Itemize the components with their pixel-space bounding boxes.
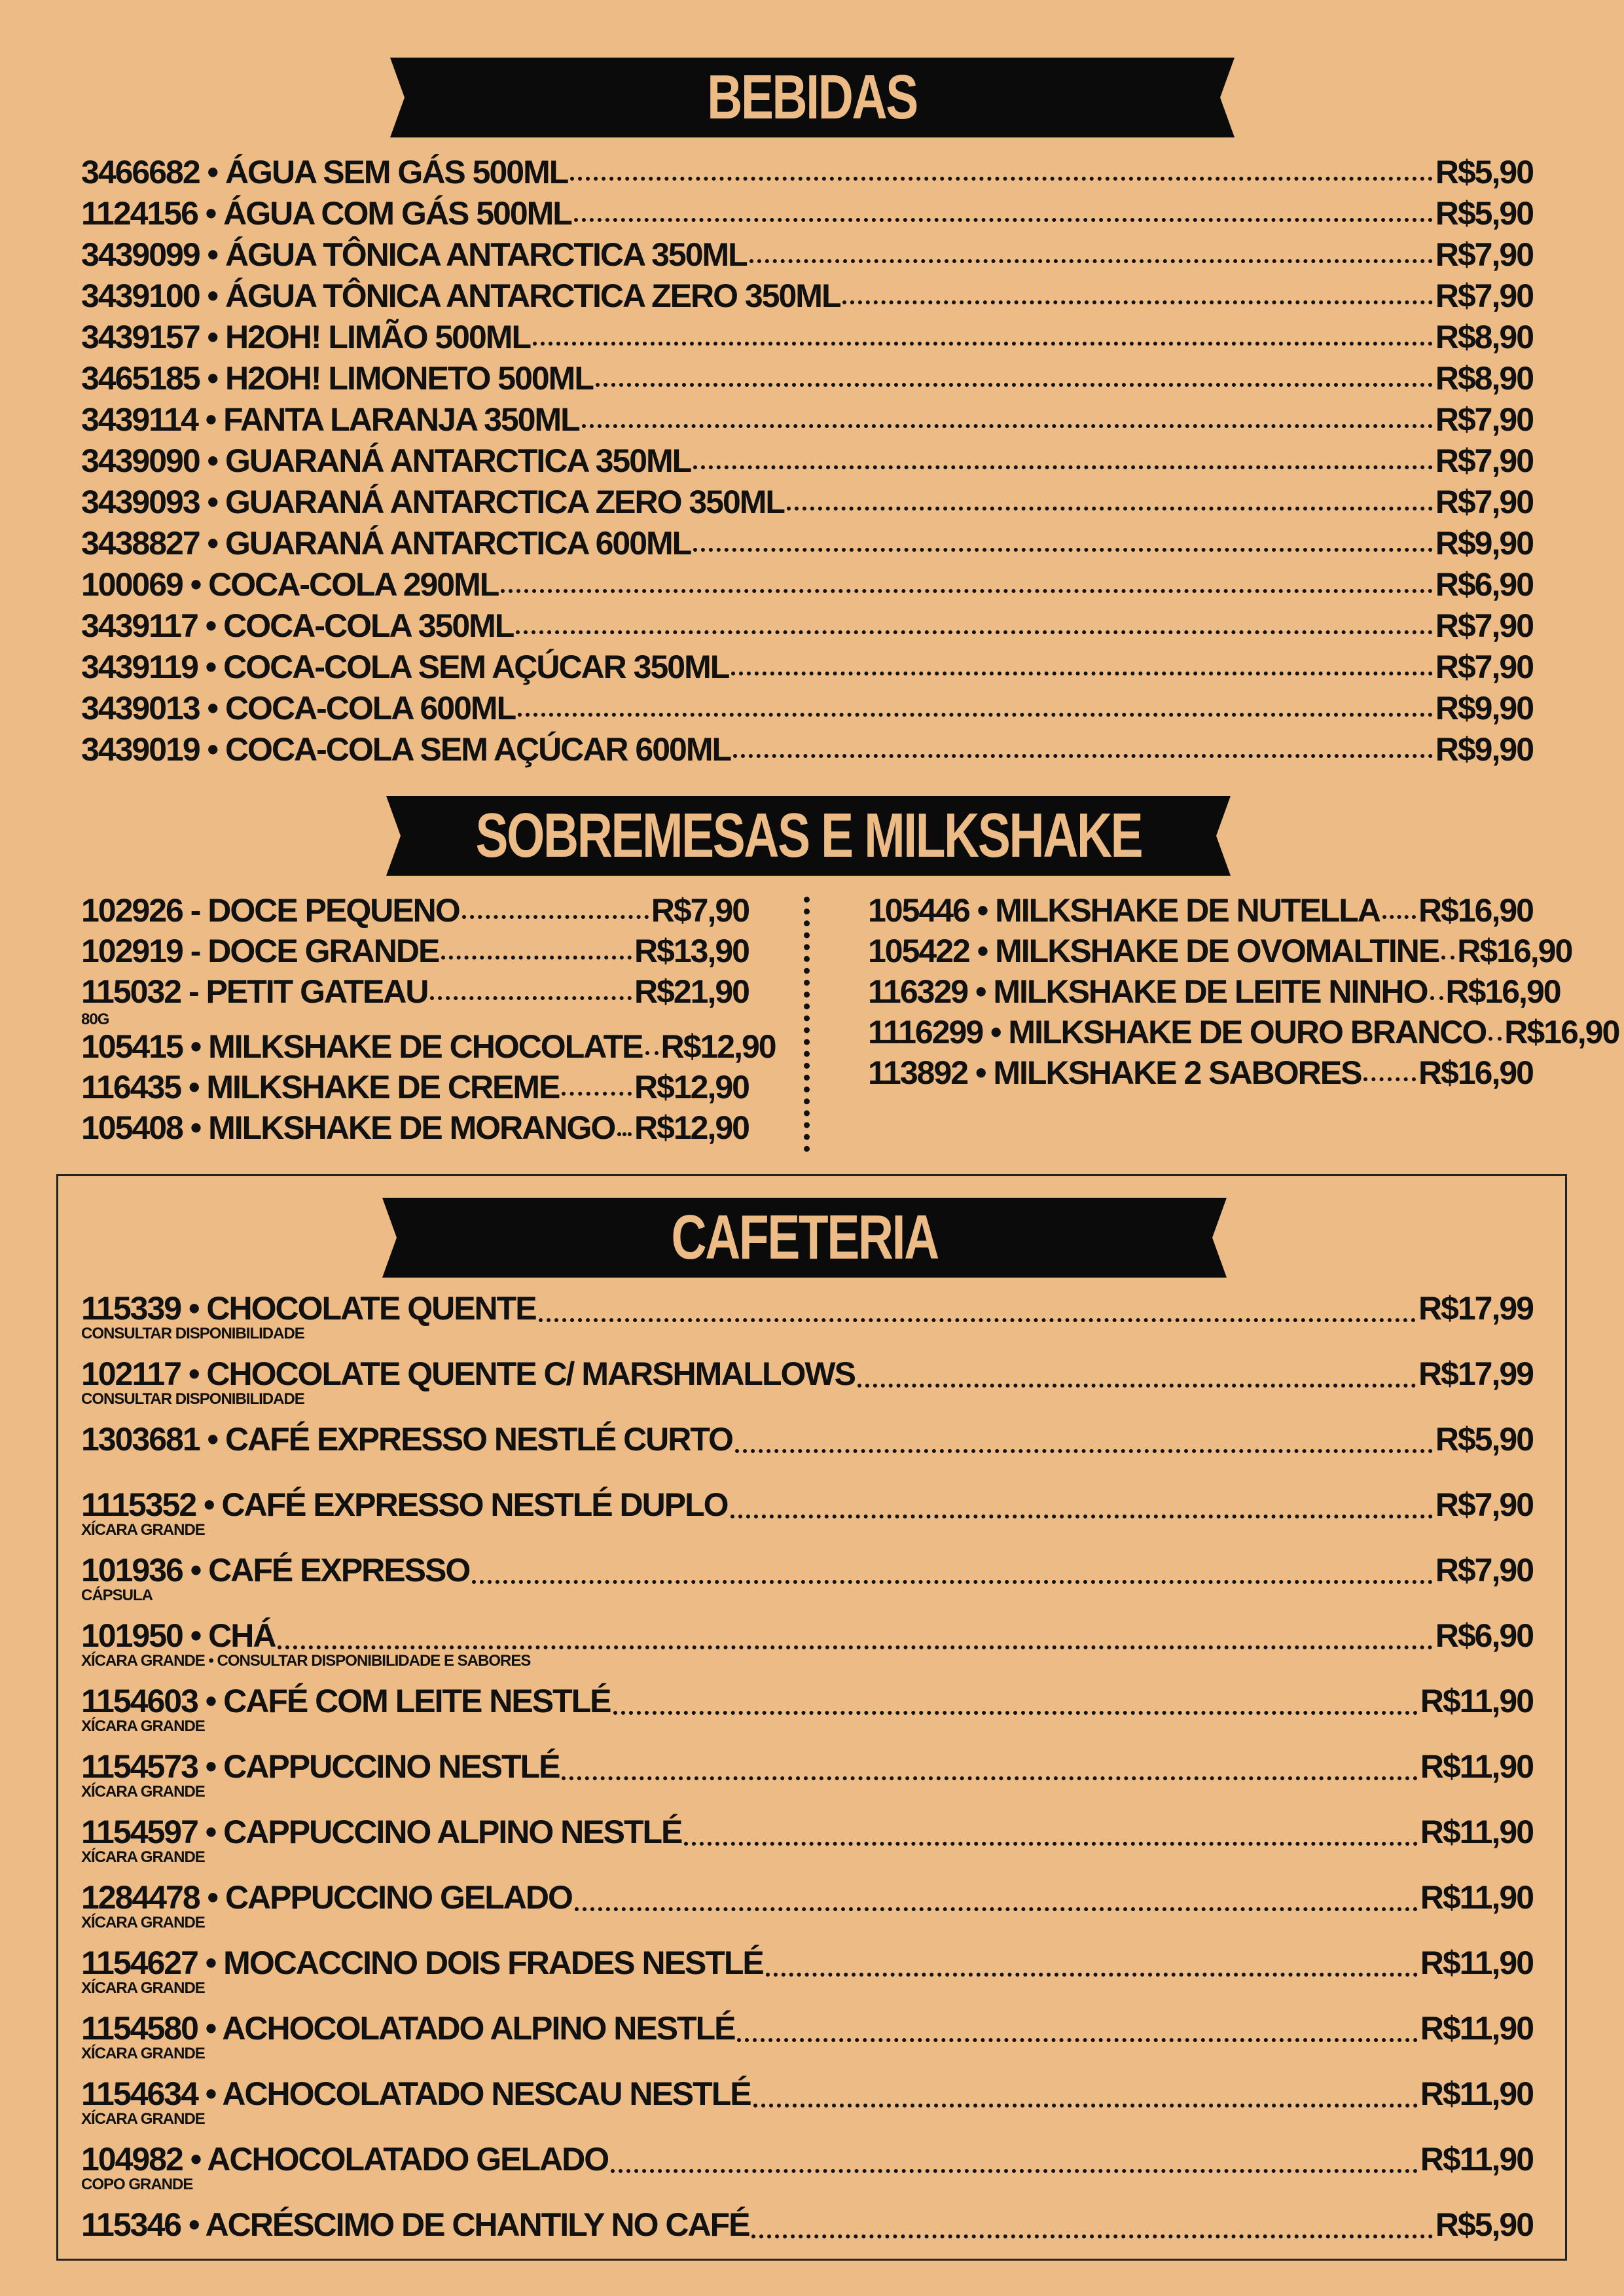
dot-leader xyxy=(751,2234,1432,2238)
item-note: XÍCARA GRANDE xyxy=(81,1914,205,1931)
item-note: CONSULTAR DISPONIBILIDADE xyxy=(81,1390,304,1408)
menu-item xyxy=(868,933,1572,975)
item-name: 3439099 • ÁGUA TÔNICA ANTARCTICA 350ML xyxy=(81,236,747,273)
item-name: 105422 • MILKSHAKE DE OVOMALTINE xyxy=(868,933,1439,969)
menu-item xyxy=(81,527,1533,568)
item-name: 100069 • COCA-COLA 290ML xyxy=(81,566,499,603)
sobremesas-right-list xyxy=(868,892,1619,1097)
dot-leader xyxy=(733,754,1433,758)
item-price: R$7,90 xyxy=(1435,1552,1533,1588)
item-price: R$16,90 xyxy=(1418,1054,1533,1091)
item-name: 1154580 • ACHOCOLATADO ALPINO NESTLÉ xyxy=(81,2010,735,2047)
item-price: R$8,90 xyxy=(1435,360,1533,397)
item-price: R$13,90 xyxy=(634,933,749,969)
menu-item xyxy=(81,1071,749,1111)
dot-leader xyxy=(562,1092,632,1096)
menu-item xyxy=(81,1609,1533,1674)
dot-leader xyxy=(570,177,1432,181)
item-price: R$12,90 xyxy=(660,1028,776,1065)
menu-item xyxy=(81,238,1533,279)
sobremesas-left-list xyxy=(81,892,776,1152)
menu-item xyxy=(81,609,1533,651)
item-price: R$16,90 xyxy=(1418,892,1533,929)
cafeteria-list xyxy=(81,1282,1533,2263)
menu-item xyxy=(81,444,1533,486)
item-name: 3439013 • COCA-COLA 600ML xyxy=(81,690,516,726)
item-name: 102919 - DOCE GRANDE xyxy=(81,933,439,969)
cafeteria-banner xyxy=(382,1198,1227,1278)
menu-item xyxy=(81,651,1533,692)
menu-item xyxy=(81,1674,1533,1740)
item-price: R$12,90 xyxy=(634,1109,749,1146)
item-price: R$11,90 xyxy=(1420,1814,1533,1850)
menu-item xyxy=(81,2001,1533,2067)
item-note: XÍCARA GRANDE xyxy=(81,1979,205,1997)
menu-item xyxy=(81,1412,1533,1478)
dot-leader xyxy=(684,1842,1417,1846)
item-name: 101936 • CAFÉ EXPRESSO xyxy=(81,1552,470,1588)
item-name: 115339 • CHOCOLATE QUENTE xyxy=(81,1290,536,1327)
item-price: R$11,90 xyxy=(1420,2075,1533,2112)
dot-leader xyxy=(472,1580,1433,1584)
dot-leader xyxy=(737,2038,1417,2042)
item-price: R$5,90 xyxy=(1435,2206,1533,2243)
dot-leader xyxy=(731,1515,1433,1518)
item-name: 1303681 • CAFÉ EXPRESSO NESTLÉ CURTO xyxy=(81,1421,732,1458)
item-price: R$7,90 xyxy=(1435,649,1533,685)
menu-item xyxy=(81,279,1533,321)
menu-item xyxy=(81,1740,1533,1805)
sobremesas-banner xyxy=(386,796,1231,876)
bebidas-title: BEBIDAS xyxy=(707,62,918,132)
dot-leader xyxy=(749,259,1433,263)
dot-leader xyxy=(430,996,631,1000)
item-name: 115032 - PETIT GATEAU xyxy=(81,973,428,1010)
item-note: XÍCARA GRANDE xyxy=(81,2045,205,2062)
menu-item xyxy=(81,568,1533,609)
dot-leader xyxy=(539,1318,1416,1322)
item-note: COPO GRANDE xyxy=(81,2176,193,2193)
item-note: XÍCARA GRANDE xyxy=(81,1521,205,1539)
dot-leader xyxy=(693,465,1433,469)
item-note xyxy=(81,1456,1533,1473)
item-name: 3439117 • COCA-COLA 350ML xyxy=(81,607,514,644)
item-note: XÍCARA GRANDE • CONSULTAR DISPONIBILIDADE E SABORES xyxy=(81,1652,531,1670)
item-name: 113892 • MILKSHAKE 2 SABORES xyxy=(868,1054,1362,1091)
dot-leader xyxy=(441,956,632,960)
dot-leader xyxy=(731,672,1432,675)
item-price: R$7,90 xyxy=(1435,442,1533,479)
item-name: 101950 • CHÁ xyxy=(81,1617,276,1654)
menu-item xyxy=(81,1936,1533,2001)
item-price: R$21,90 xyxy=(634,973,749,1010)
dot-leader xyxy=(562,1776,1417,1780)
item-name: 3465185 • H2OH! LIMONETO 500ML xyxy=(81,360,593,397)
dot-leader xyxy=(617,1132,632,1136)
item-price: R$11,90 xyxy=(1420,1748,1533,1785)
menu-item xyxy=(81,2132,1533,2198)
dot-leader xyxy=(1430,996,1443,1000)
menu-item xyxy=(81,692,1533,733)
item-name: 3439019 • COCA-COLA SEM AÇÚCAR 600ML xyxy=(81,731,731,768)
item-price: R$11,90 xyxy=(1420,2141,1533,2178)
item-price: R$12,90 xyxy=(634,1069,749,1105)
dot-leader xyxy=(1441,956,1454,960)
item-name: 102926 - DOCE PEQUENO xyxy=(81,892,460,929)
menu-item xyxy=(81,1871,1533,1936)
column-divider xyxy=(804,897,812,1152)
menu-item xyxy=(81,733,1533,774)
menu-item xyxy=(81,1543,1533,1609)
menu-item xyxy=(81,1282,1533,1347)
menu-item xyxy=(868,894,1533,935)
item-price: R$17,99 xyxy=(1418,1290,1533,1327)
item-name: 1154603 • CAFÉ COM LEITE NESTLÉ xyxy=(81,1683,611,1719)
item-name: 1284478 • CAPPUCCINO GELADO xyxy=(81,1879,572,1916)
dot-leader xyxy=(613,1711,1418,1715)
menu-item xyxy=(81,197,1533,238)
item-name: 3439114 • FANTA LARANJA 350ML xyxy=(81,401,579,438)
dot-leader xyxy=(574,218,1433,222)
item-price: R$8,90 xyxy=(1435,319,1533,355)
item-price: R$5,90 xyxy=(1435,1421,1533,1458)
item-name: 1154627 • MOCACCINO DOIS FRADES NESTLÉ xyxy=(81,1945,763,1981)
dot-leader xyxy=(645,1051,659,1055)
item-price: R$9,90 xyxy=(1435,731,1533,768)
item-name: 3438827 • GUARANÁ ANTARCTICA 600ML xyxy=(81,525,691,562)
dot-leader xyxy=(842,300,1432,304)
item-price: R$9,90 xyxy=(1435,690,1533,726)
item-note: XÍCARA GRANDE xyxy=(81,1848,205,1866)
item-name: 3439090 • GUARANÁ ANTARCTICA 350ML xyxy=(81,442,691,479)
item-price: R$7,90 xyxy=(1435,607,1533,644)
item-name: 105446 • MILKSHAKE DE NUTELLA xyxy=(868,892,1380,929)
dot-leader xyxy=(1363,1077,1416,1081)
item-note xyxy=(81,2241,1533,2258)
menu-item xyxy=(81,894,749,935)
dot-leader xyxy=(753,2104,1418,2108)
bebidas-banner xyxy=(390,58,1235,137)
item-price: R$16,90 xyxy=(1445,973,1561,1010)
menu-item xyxy=(81,362,1533,403)
dot-leader xyxy=(1382,915,1416,919)
item-price: R$16,90 xyxy=(1504,1014,1619,1050)
menu-item xyxy=(81,1805,1533,1871)
item-price: R$5,90 xyxy=(1435,195,1533,232)
item-name: 3439157 • H2OH! LIMÃO 500ML xyxy=(81,319,530,355)
dot-leader xyxy=(857,1384,1416,1388)
item-note: XÍCARA GRANDE xyxy=(81,1783,205,1801)
item-price: R$6,90 xyxy=(1435,566,1533,603)
item-name: 1124156 • ÁGUA COM GÁS 500ML xyxy=(81,195,571,232)
item-name: 3439100 • ÁGUA TÔNICA ANTARCTICA ZERO 350ML xyxy=(81,278,840,314)
item-price: R$7,90 xyxy=(1435,236,1533,273)
dot-leader xyxy=(501,589,1432,593)
dot-leader xyxy=(787,507,1433,511)
item-price: R$6,90 xyxy=(1435,1617,1533,1654)
menu-item xyxy=(81,486,1533,527)
item-name: 1154573 • CAPPUCCINO NESTLÉ xyxy=(81,1748,560,1785)
cafeteria-title: CAFETERIA xyxy=(671,1202,938,1272)
item-name: 1154634 • ACHOCOLATADO NESCAU NESTLÉ xyxy=(81,2075,751,2112)
menu-item xyxy=(868,973,1561,1016)
dot-leader xyxy=(278,1645,1432,1649)
item-price: R$9,90 xyxy=(1435,525,1533,562)
dot-leader xyxy=(516,630,1432,634)
menu-item xyxy=(81,1347,1533,1412)
dot-leader xyxy=(693,548,1433,552)
item-name: 1154597 • CAPPUCCINO ALPINO NESTLÉ xyxy=(81,1814,682,1850)
item-price: R$11,90 xyxy=(1420,1945,1533,1981)
item-price: R$5,90 xyxy=(1435,154,1533,190)
item-note: 80G xyxy=(81,1011,109,1028)
item-name: 116329 • MILKSHAKE DE LEITE NINHO xyxy=(868,973,1428,1010)
item-name: 116435 • MILKSHAKE DE CREME xyxy=(81,1069,560,1105)
item-price: R$11,90 xyxy=(1420,1879,1533,1916)
dot-leader xyxy=(766,1973,1418,1977)
menu-item xyxy=(81,2067,1533,2132)
item-note: CONSULTAR DISPONIBILIDADE xyxy=(81,1325,304,1342)
dot-leader xyxy=(596,383,1433,387)
item-name: 105415 • MILKSHAKE DE CHOCOLATE xyxy=(81,1028,643,1065)
item-name: 1115352 • CAFÉ EXPRESSO NESTLÉ DUPLO xyxy=(81,1486,728,1523)
dot-leader xyxy=(575,1907,1418,1911)
item-name: 3439119 • COCA-COLA SEM AÇÚCAR 350ML xyxy=(81,649,729,685)
bebidas-list xyxy=(81,156,1533,774)
dot-leader xyxy=(735,1449,1433,1453)
item-name: 3439093 • GUARANÁ ANTARCTICA ZERO 350ML xyxy=(81,484,784,520)
item-note: XÍCARA GRANDE xyxy=(81,1717,205,1735)
menu-item xyxy=(81,321,1533,362)
item-name: 102117 • CHOCOLATE QUENTE C/ MARSHMALLOWS xyxy=(81,1355,855,1392)
menu-item xyxy=(81,1478,1533,1543)
menu-item xyxy=(81,403,1533,444)
item-name: 104982 • ACHOCOLATADO GELADO xyxy=(81,2141,609,2178)
item-note: XÍCARA GRANDE xyxy=(81,2110,205,2128)
item-name: 1116299 • MILKSHAKE DE OURO BRANCO xyxy=(868,1014,1487,1050)
menu-item xyxy=(81,156,1533,197)
dot-leader xyxy=(1489,1037,1502,1041)
item-price: R$11,90 xyxy=(1420,2010,1533,2047)
item-price: R$17,99 xyxy=(1418,1355,1533,1392)
menu-item xyxy=(81,1111,749,1152)
menu-item xyxy=(81,1028,776,1071)
menu-item xyxy=(81,2198,1533,2263)
item-price: R$7,90 xyxy=(1435,1486,1533,1523)
item-price: R$7,90 xyxy=(1435,484,1533,520)
dot-leader xyxy=(518,713,1433,717)
dot-leader xyxy=(611,2169,1418,2173)
item-price: R$7,90 xyxy=(1435,278,1533,314)
menu-item xyxy=(868,1014,1619,1056)
item-price: R$7,90 xyxy=(651,892,749,929)
item-price: R$7,90 xyxy=(1435,401,1533,438)
menu-item xyxy=(81,935,749,975)
item-price: R$16,90 xyxy=(1457,933,1572,969)
item-name: 3466682 • ÁGUA SEM GÁS 500ML xyxy=(81,154,568,190)
item-name: 115346 • ACRÉSCIMO DE CHANTILY NO CAFÉ xyxy=(81,2206,749,2243)
sobremesas-title: SOBREMESAS E MILKSHAKE xyxy=(475,800,1142,870)
dot-leader xyxy=(533,342,1433,346)
item-note: CÁPSULA xyxy=(81,1587,153,1604)
dot-leader xyxy=(582,424,1433,428)
item-price: R$11,90 xyxy=(1420,1683,1533,1719)
menu-item xyxy=(81,975,749,1016)
item-name: 105408 • MILKSHAKE DE MORANGO xyxy=(81,1109,615,1146)
menu-item xyxy=(868,1056,1533,1097)
dot-leader xyxy=(462,915,649,919)
